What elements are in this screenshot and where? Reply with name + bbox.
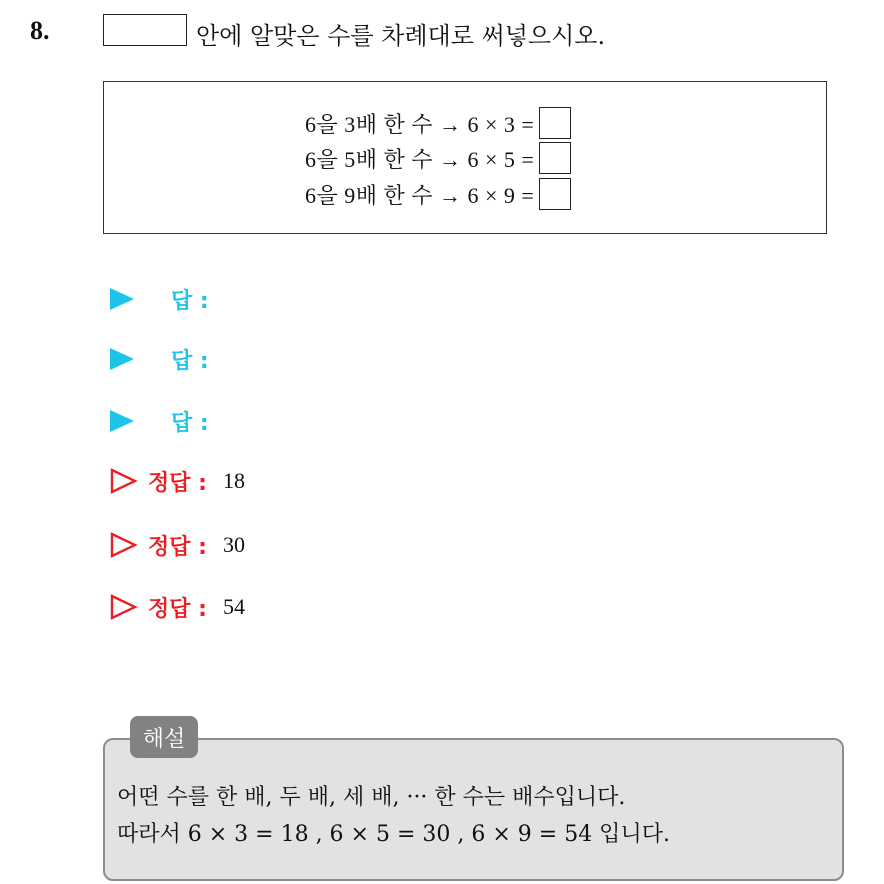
- answer-label: 답 :: [171, 288, 209, 314]
- answer-key-value: 30: [222, 532, 245, 557]
- answer-blank-box[interactable]: [539, 178, 571, 210]
- equation-text: 6을 3배 한 수 → 6 × 3 =: [305, 111, 535, 137]
- explanation-tab: 해설: [130, 716, 198, 758]
- answer-key-label: 정답 :: [148, 470, 207, 496]
- play-triangle-icon: [110, 288, 134, 310]
- outline-triangle-icon: [110, 532, 138, 558]
- answer-label: 답 :: [171, 410, 209, 436]
- equation-line-1: [305, 106, 571, 140]
- answer-row-3: [110, 406, 209, 436]
- answer-row-1: [110, 284, 209, 314]
- equation-text: 6을 5배 한 수 → 6 × 5 =: [305, 146, 535, 172]
- play-triangle-icon: [110, 348, 134, 370]
- answer-key-row-1: [110, 466, 245, 496]
- answer-key-row-2: [110, 530, 245, 560]
- play-triangle-icon: [110, 410, 134, 432]
- outline-triangle-icon: [110, 594, 138, 620]
- explanation-line-1: 어떤 수를 한 배, 두 배, 세 배, ··· 한 수는 배수입니다.: [117, 785, 626, 810]
- equation-line-2: [305, 141, 571, 175]
- answer-key-row-3: [110, 592, 245, 622]
- question-instruction: 안에 알맞은 수를 차례대로 써넣으시오.: [196, 22, 606, 50]
- answer-blank-box[interactable]: [539, 142, 571, 174]
- answer-key-value: 18: [222, 468, 245, 493]
- answer-key-label: 정답 :: [148, 596, 207, 622]
- equation-line-3: [305, 177, 571, 211]
- answer-key-value: 54: [222, 594, 245, 619]
- equation-text: 6을 9배 한 수 → 6 × 9 =: [305, 182, 535, 208]
- answer-label: 답 :: [171, 348, 209, 374]
- answer-blank-box[interactable]: [539, 107, 571, 139]
- outline-triangle-icon: [110, 468, 138, 494]
- instruction-blank-box: [103, 14, 187, 46]
- question-number: 8.: [30, 16, 50, 45]
- answer-row-2: [110, 344, 209, 374]
- explanation-line-2: 따라서 6 × 3 = 18 , 6 × 5 = 30 , 6 × 9 = 54 입니다.: [117, 822, 670, 847]
- answer-key-label: 정답 :: [148, 534, 207, 560]
